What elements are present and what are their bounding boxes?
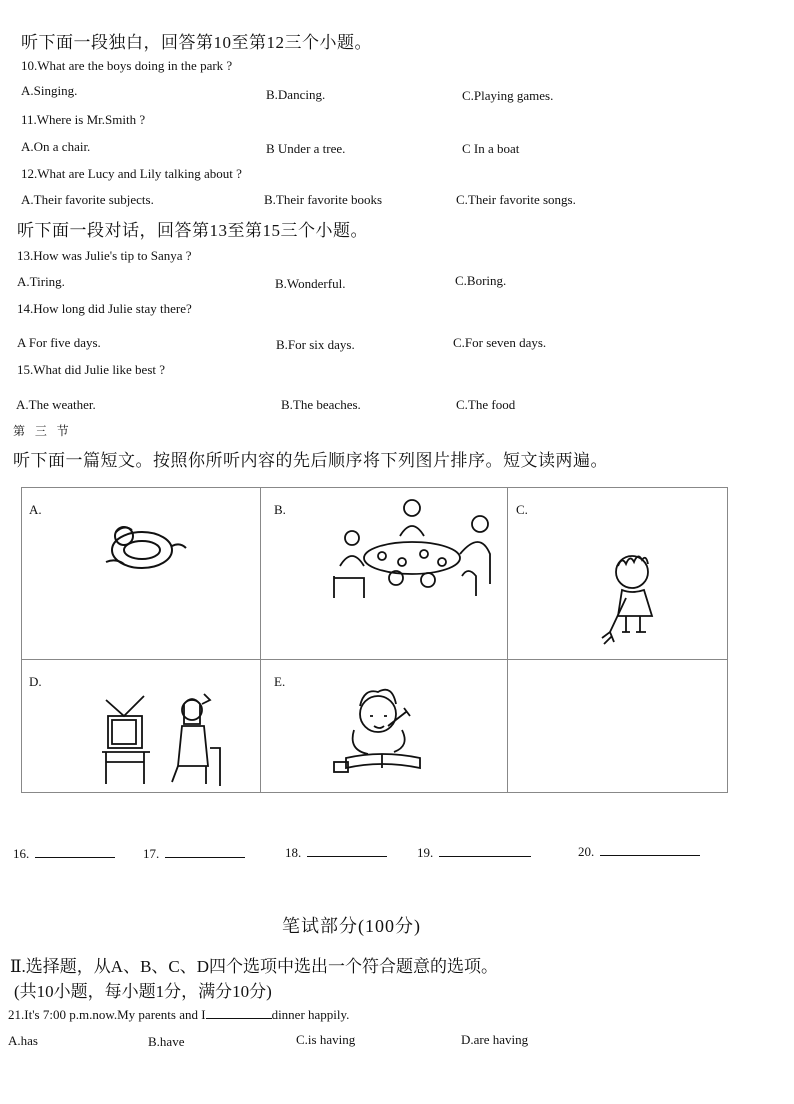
q21-option-b: B.have	[148, 1034, 185, 1049]
q11-option-c: C In a boat	[462, 141, 520, 156]
q10-option-b: B.Dancing.	[266, 87, 326, 102]
question-14: 14.How long did Julie stay there?	[17, 301, 192, 316]
q12-option-b: B.Their favorite books	[264, 192, 383, 207]
picture-label-e: E.	[274, 674, 286, 689]
section3-instruction: 听下面一篇短文。按照你所听内容的先后顺序将下列图片排序。短文读两遍。	[13, 451, 608, 470]
q15-option-b: B.The beaches.	[281, 397, 361, 412]
picture-label-b: B.	[274, 502, 286, 517]
picture-label-d: D.	[29, 674, 42, 689]
q14-option-a: A For five days.	[17, 335, 101, 350]
answer-blank-20[interactable]	[578, 843, 700, 860]
swimming-picture	[102, 518, 192, 578]
q15-option-c: C.The food	[456, 397, 516, 412]
q12-option-c: C.Their favorite songs.	[456, 192, 576, 207]
q11-option-a: A.On a chair.	[21, 139, 91, 154]
q14-option-c: C.For seven days.	[453, 335, 547, 350]
q21-option-d: D.are having	[461, 1032, 529, 1047]
section2-instruction: 听下面一段对话，回答第13至第15三个小题。	[17, 221, 368, 240]
picture-label-c: C.	[516, 502, 528, 517]
blank-label-16: 16.	[13, 846, 30, 861]
q15-option-a: A.The weather.	[16, 397, 96, 412]
q10-option-a: A.Singing.	[21, 83, 78, 98]
section3-heading: 第 三 节	[13, 424, 72, 438]
q11-option-b: B Under a tree.	[266, 141, 346, 156]
studying-picture	[330, 680, 430, 784]
answer-blank-17[interactable]	[143, 845, 245, 862]
blank-label-20: 20.	[578, 844, 595, 859]
section1-instruction: 听下面一段独白，回答第10至第12三个小题。	[21, 33, 372, 52]
family-dinner-picture	[332, 496, 492, 600]
q13-option-c: C.Boring.	[455, 273, 507, 288]
q10-option-c: C.Playing games.	[462, 88, 554, 103]
q21-text-after: dinner happily.	[271, 1007, 350, 1022]
q13-option-a: A.Tiring.	[17, 274, 65, 289]
answer-blank-18[interactable]	[285, 844, 387, 861]
part-two-note: (共10小题，每小题1分，满分10分)	[14, 982, 272, 1001]
part-two-heading: Ⅱ.选择题，从A、B、C、D四个选项中选出一个符合题意的选项。	[10, 957, 499, 976]
question-15: 15.What did Julie like best ?	[17, 362, 166, 377]
q12-option-a: A.Their favorite subjects.	[21, 192, 154, 207]
blank-label-17: 17.	[143, 846, 160, 861]
blank-label-19: 19.	[417, 845, 434, 860]
q14-option-b: B.For six days.	[276, 337, 355, 352]
blank-label-18: 18.	[285, 845, 302, 860]
written-part-title: 笔试部分(100分)	[282, 916, 421, 936]
picture-label-a: A.	[29, 502, 42, 517]
answer-blank-16[interactable]	[13, 845, 115, 862]
question-12: 12.What are Lucy and Lily talking about ?	[21, 166, 242, 181]
q21-blank[interactable]	[206, 1007, 272, 1019]
question-10: 10.What are the boys doing in the park ?	[21, 58, 233, 73]
sweeping-picture	[600, 548, 664, 652]
watching-tv-picture	[100, 688, 230, 788]
answer-blank-19[interactable]	[417, 844, 531, 861]
question-11: 11.Where is Mr.Smith ?	[21, 112, 146, 127]
q21-option-a: A.has	[8, 1033, 38, 1048]
q21-option-c: C.is having	[296, 1032, 356, 1047]
question-21	[8, 1007, 349, 1023]
q13-option-b: B.Wonderful.	[275, 276, 346, 291]
q21-text-before: 21.It's 7:00 p.m.now.My parents and I	[8, 1007, 206, 1022]
question-13: 13.How was Julie's tip to Sanya ?	[17, 248, 192, 263]
picture-grid	[21, 487, 728, 793]
